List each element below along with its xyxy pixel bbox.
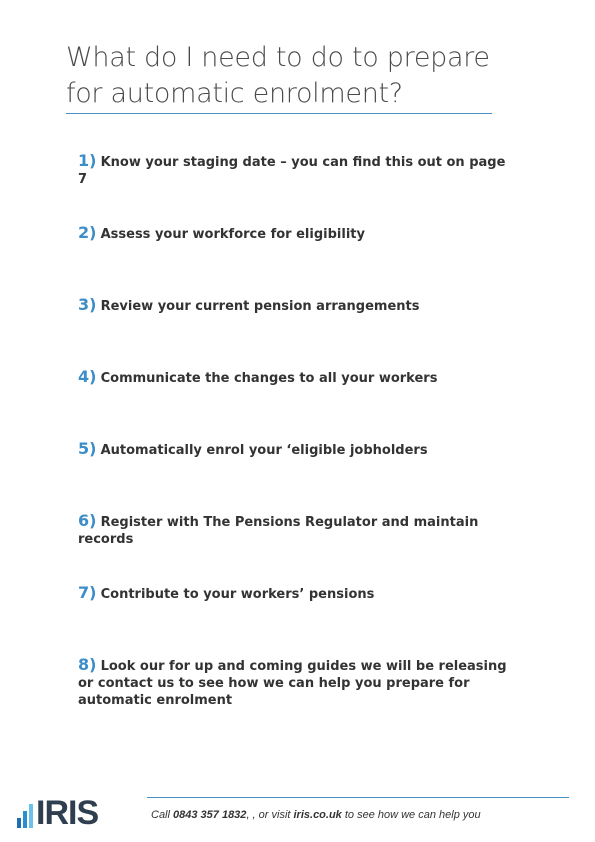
list-item (78, 512, 518, 548)
step-number: 7) (78, 583, 97, 602)
step-text: Contribute to your workers’ pensions (100, 587, 375, 602)
list-item (78, 224, 518, 243)
step-text: Register with The Pensions Regulator and maintain records (78, 515, 479, 547)
step-text: Automatically enrol your ‘eligible jobholders (100, 443, 428, 458)
list-item (78, 296, 518, 315)
step-number: 8) (78, 655, 97, 674)
page-title: What do I need to do to prepare for automatic enrolment? (66, 42, 490, 109)
footer-divider (147, 797, 569, 798)
step-text: Know your staging date – you can find this out on page 7 (78, 155, 506, 187)
step-number: 1) (78, 151, 97, 170)
footer-middle: , , or visit (246, 809, 294, 821)
title-divider (66, 113, 492, 114)
iris-logo (17, 794, 99, 832)
step-text: Look our for up and coming guides we will be releasing or contact us to see how we can help you prepare for automatic enrolment (78, 659, 507, 708)
list-item (78, 368, 518, 387)
step-number: 3) (78, 295, 97, 314)
footer-contact (151, 809, 571, 821)
step-number: 6) (78, 511, 97, 530)
step-text: Review your current pension arrangements (100, 299, 420, 314)
logo-wordmark: IRIS (36, 794, 99, 832)
list-item (78, 584, 518, 603)
step-text: Communicate the changes to all your workers (100, 371, 438, 386)
step-number: 2) (78, 223, 97, 242)
phone-number: 0843 357 1832 (173, 809, 247, 821)
footer-suffix: to see how we can help you (341, 809, 481, 821)
list-item (78, 440, 518, 459)
step-number: 4) (78, 367, 97, 386)
step-number: 5) (78, 439, 97, 458)
website-link[interactable]: iris.co.uk (293, 809, 342, 821)
logo-bars-icon (17, 804, 33, 828)
list-item (78, 152, 518, 188)
footer-call-prefix: Call (151, 809, 174, 821)
step-text: Assess your workforce for eligibility (100, 227, 365, 242)
list-item (78, 656, 518, 709)
